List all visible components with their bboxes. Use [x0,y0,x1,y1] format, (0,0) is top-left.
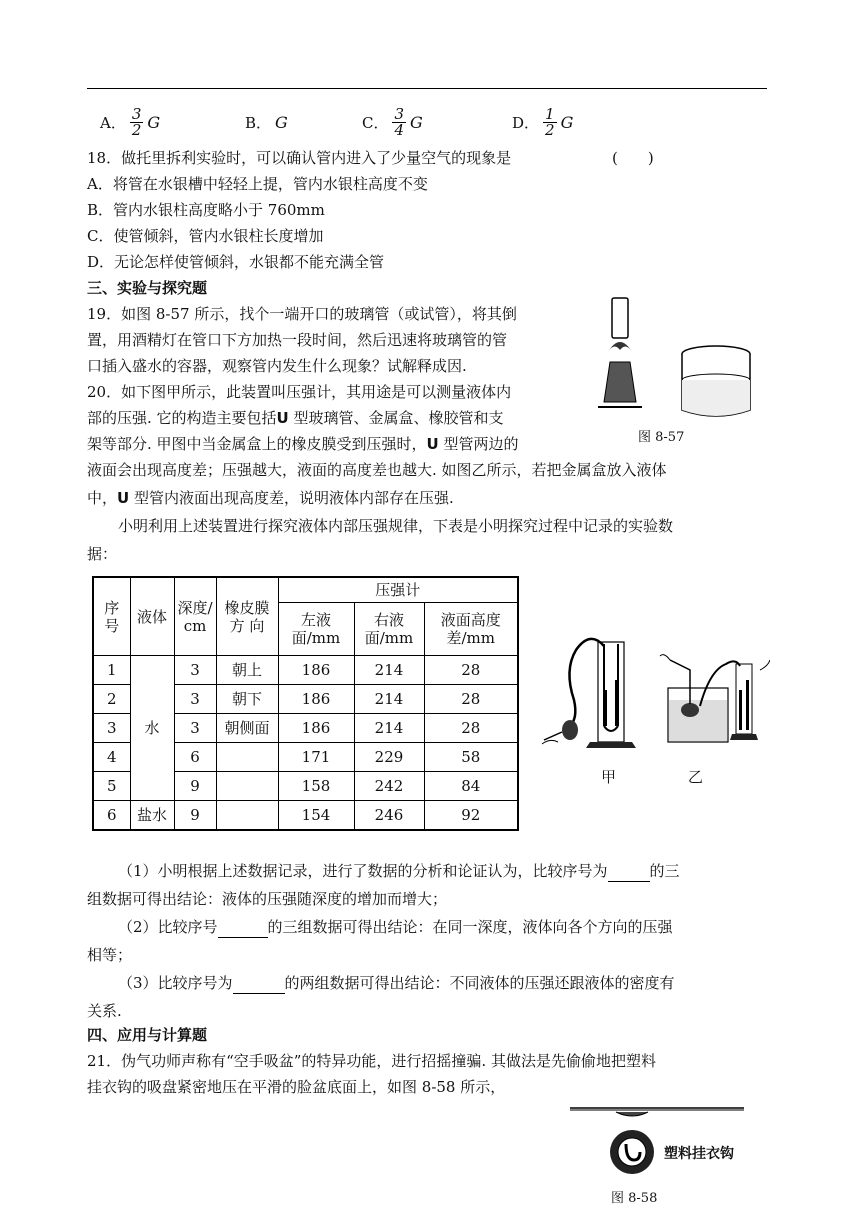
header-liquid: 液体 [130,577,174,656]
header-left: 左液面/mm [278,603,354,656]
q20-line-4: 液面会出现高度差；压强越大，液面的高度差也越大. 如图乙所示，若把金属盒放入液体 [87,461,667,479]
option-c: C． $\frac{3}{4}$ G [362,104,423,139]
q18-option-b: B．管内水银柱高度略小于 760mm [87,201,325,219]
option-d: D． $\frac{1}{2}$ G [512,104,574,139]
q19-line-3: 口插入盛水的容器，观察管内发生什么现象？试解释成因. [87,357,467,375]
hook-label: 塑料挂衣钩 [664,1146,734,1162]
subq-1-line-2: 组数据可得出结论：液体的压强随深度的增加而增大； [87,890,448,908]
metal-box-icon [542,720,578,744]
q18-answer-paren: ( ) [612,149,654,167]
figure-8-57 [596,292,766,422]
header-rule [87,88,767,89]
section-heading-4: 四、应用与计算题 [87,1026,208,1044]
option-a: A． $\frac{3}{2}$ G [100,104,161,139]
q21-line-2: 挂衣钩的吸盘紧密地压在平滑的脸盆底面上，如图 8-58 所示， [87,1078,506,1096]
q20-line-2: 部的压强. 它的构造主要包括U 型玻璃管、金属盒、橡胶管和支 [87,409,504,427]
table-row: 6 盐水 9 154 246 92 [93,801,518,831]
table-row: 4 6 171 229 58 [93,743,518,772]
q18-stem: 18．做托里拆利实验时，可以确认管内进入了少量空气的现象是 [87,149,512,167]
table-row: 3 3 朝侧面 186 214 28 [93,714,518,743]
q20-line-5: 中，U 型管内液面出现高度差，说明液体内部存在压强. [87,489,454,507]
q18-option-d: D．无论怎样使管倾斜，水银都不能充满全管 [87,253,385,271]
q20-line-7: 据： [87,545,118,563]
figure-8-58-caption: 图 8-58 [611,1191,658,1206]
header-gauge: 压强计 [278,577,518,603]
fraction: $\frac{3}{4}$ [394,104,405,139]
flame-icon [608,342,632,352]
header-seq: 序号 [93,577,130,656]
subq-3-line-2: 关系. [87,1002,122,1020]
fraction: $\frac{1}{2}$ [545,104,555,139]
figure-label-yi: 乙 [688,768,704,786]
q20-line-3: 架等部分. 甲图中当金属盒上的橡皮膜受到压强时，U 型管两边的 [87,435,519,453]
section-heading-3: 三、实验与探究题 [87,279,208,297]
figure-label-jia: 甲 [601,768,617,786]
figure-8-58 [568,1100,748,1180]
q20-line-6: 小明利用上述装置进行探究液体内部压强规律，下表是小明探究过程中记录的实验数 [118,517,674,535]
table-row: 5 9 158 242 84 [93,772,518,801]
pressure-gauge-figure [540,630,770,760]
subq-2-line-2: 相等； [87,946,133,964]
answer-blank[interactable] [218,917,268,938]
answer-blank[interactable] [608,861,650,882]
table-row: 1 水 3 朝上 186 214 28 [93,656,518,685]
header-right: 右液面/mm [354,603,424,656]
subq-2-line-1: （2）比较序号 的三组数据可得出结论：在同一深度，液体向各个方向的压强 [118,918,673,936]
subq-1-line-1: （1）小明根据上述数据记录，进行了数据的分析和论证认为，比较序号为 的三 [118,862,680,880]
header-diff: 液面高度差/mm [424,603,518,656]
subq-3-line-1: （3）比较序号为 的两组数据可得出结论：不同液体的压强还跟液体的密度有 [118,974,675,992]
q20-line-1: 20．如下图甲所示，此装置叫压强计，其用途是可以测量液体内 [87,383,512,401]
q21-line-1: 21．伪气功师声称有“空手吸盆”的特异功能，进行招摇撞骗. 其做法是先偷偷地把塑料 [87,1052,656,1070]
suction-cup-icon [616,1112,648,1116]
data-table [92,576,519,831]
answer-blank[interactable] [233,973,285,994]
fraction: $\frac{3}{2}$ [131,104,142,139]
table-row: 2 3 朝下 186 214 28 [93,685,518,714]
liquid-water: 水 [130,656,174,801]
alcohol-lamp-icon [604,362,636,402]
header-direction: 橡皮膜方 向 [216,577,278,656]
q19-line-2: 置，用酒精灯在管口下方加热一段时间，然后迅速将玻璃管的管 [87,331,508,349]
q19-line-1: 19．如图 8-57 所示，找个一端开口的玻璃管（或试管），将其倒 [87,305,517,323]
figure-8-57-caption: 图 8-57 [638,430,685,445]
q18-option-c: C．使管倾斜，管内水银柱长度增加 [87,227,324,245]
u-tube-gauge-icon [569,639,636,748]
glass-tube-icon [612,298,628,338]
option-b: B． G [245,112,288,132]
header-depth: 深度/cm [174,577,216,656]
q18-option-a: A．将管在水银槽中轻轻上提，管内水银柱高度不变 [87,175,428,193]
liquid-container-icon [660,655,728,742]
